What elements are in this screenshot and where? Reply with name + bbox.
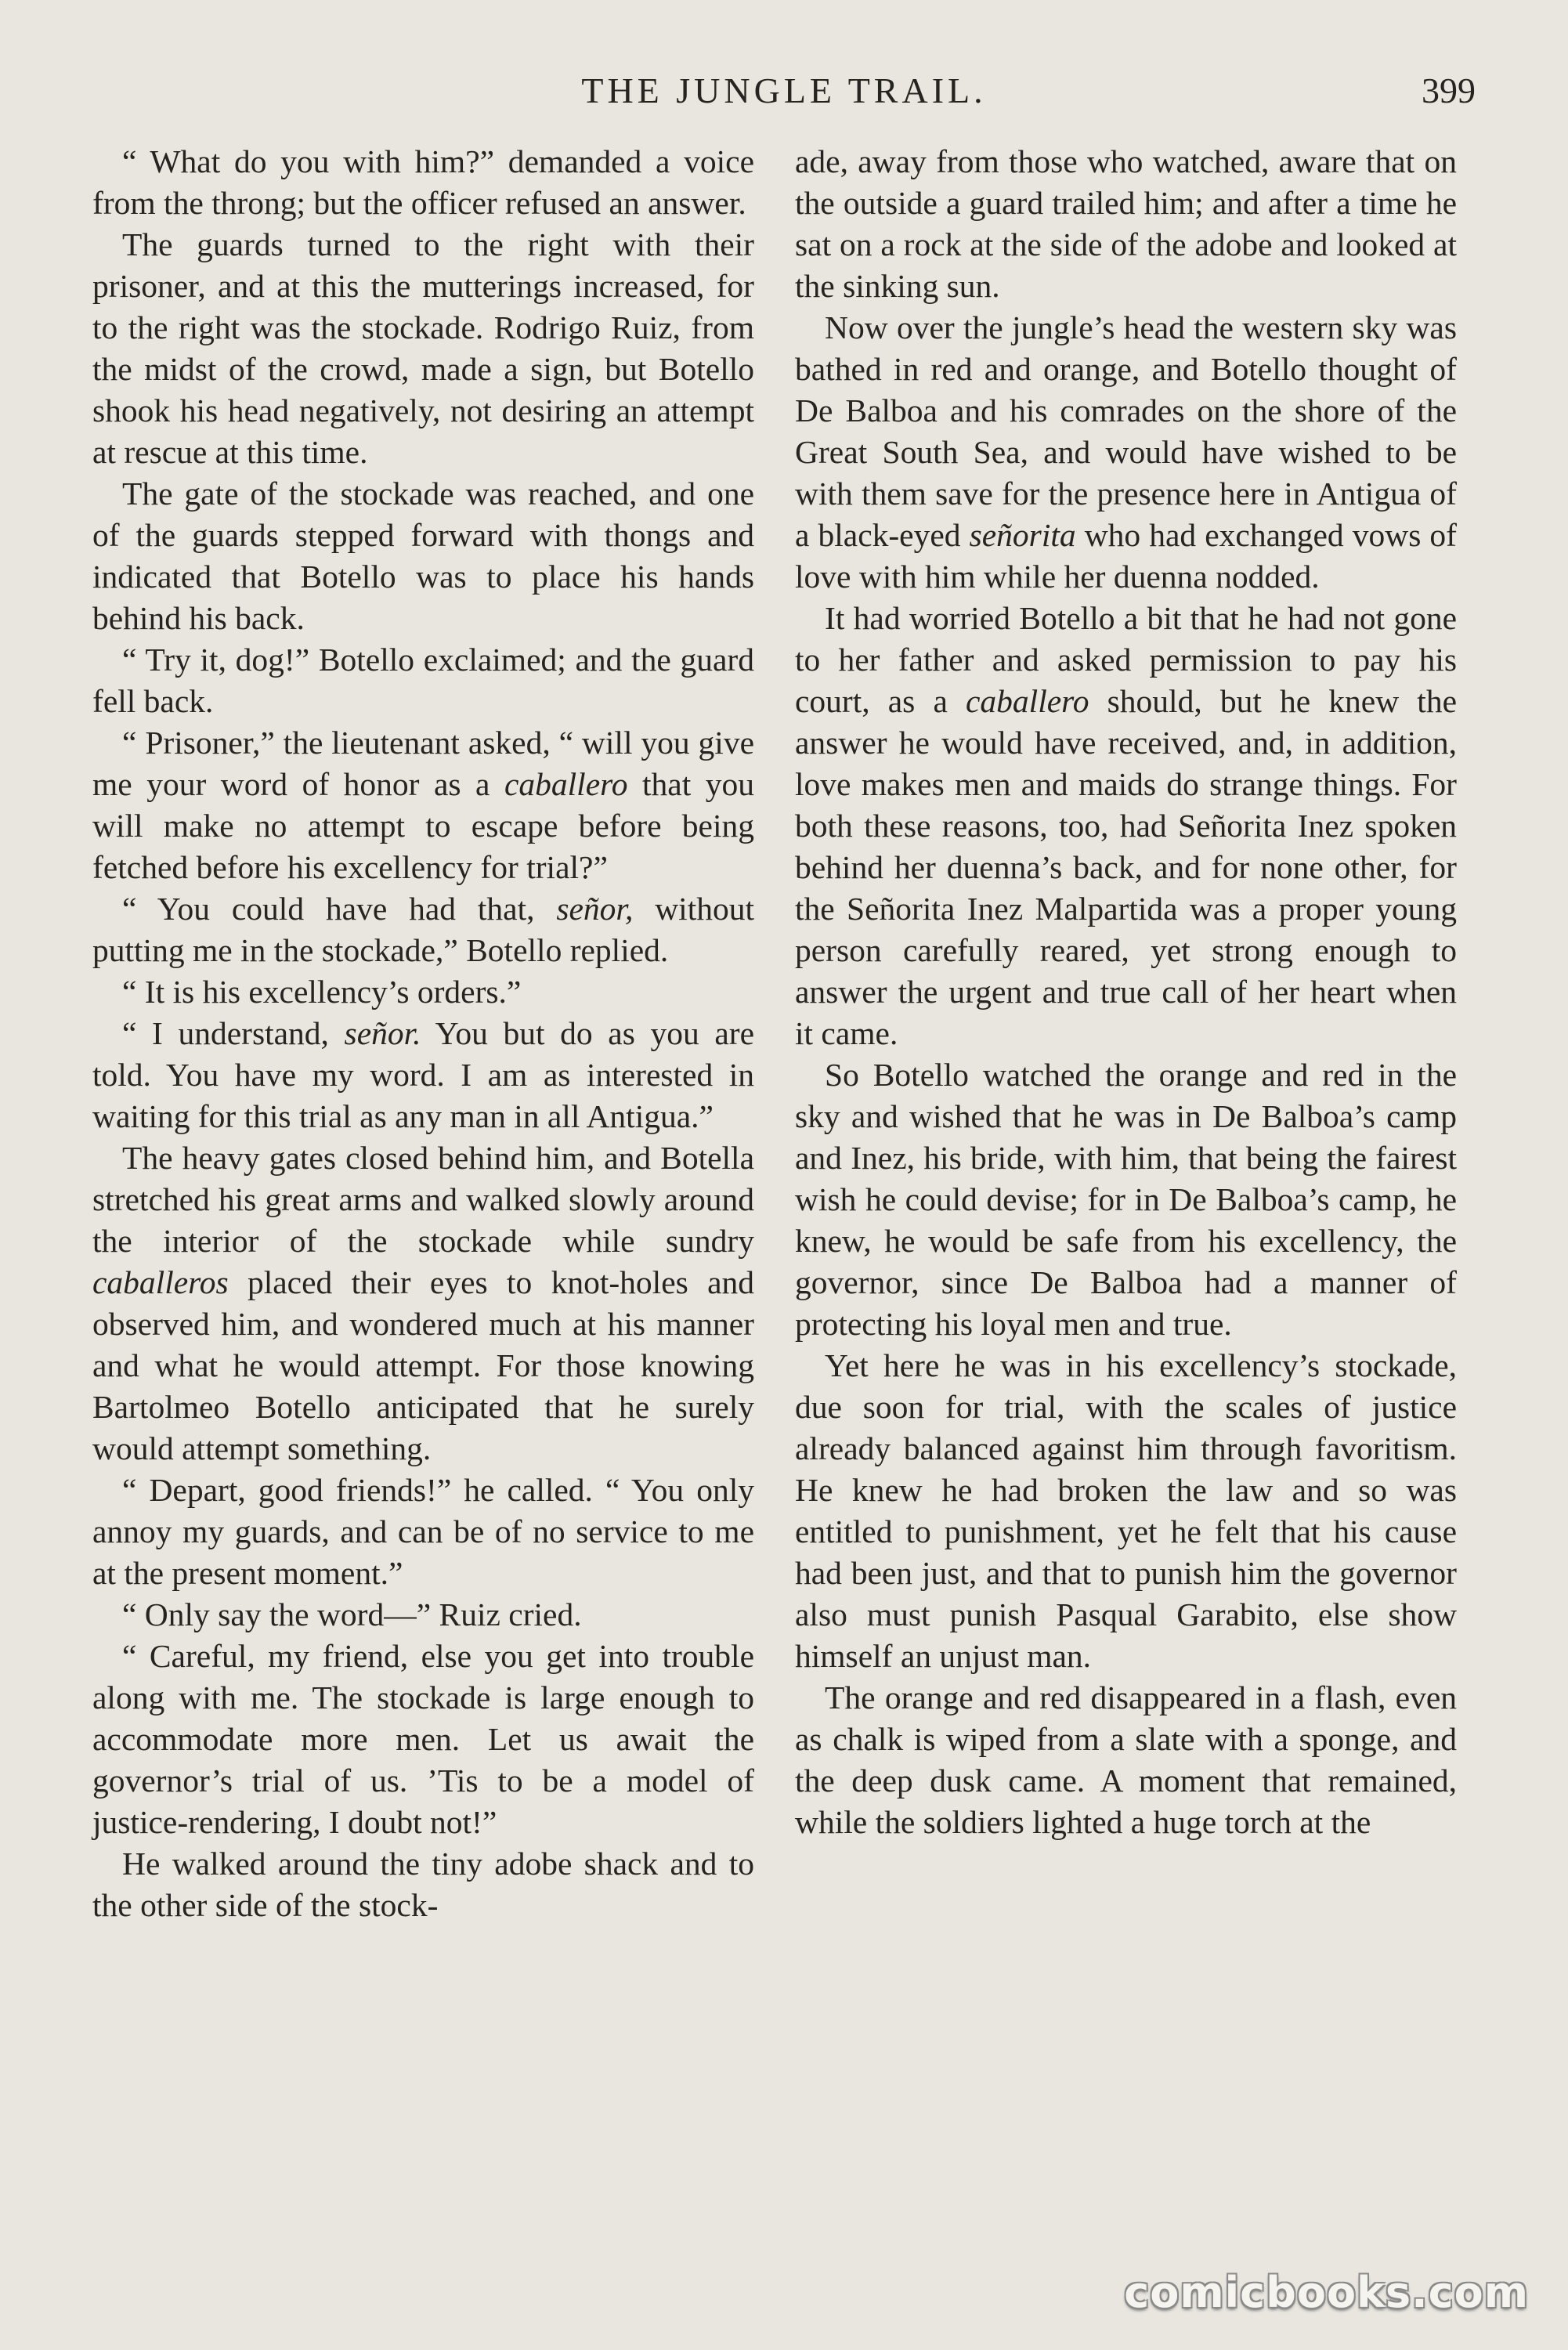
paragraph <box>795 1054 1457 1345</box>
paragraph <box>92 473 754 639</box>
text-run: The heavy gates closed behind him, and Botella stretched his great arms and walked slowly around the interior of the stockade while sundry <box>92 1140 754 1259</box>
text-run: “ I understand, <box>122 1015 345 1051</box>
paragraph <box>92 1843 754 1926</box>
paragraph <box>795 141 1457 307</box>
paragraph <box>92 639 754 722</box>
text-run: “ Careful, my friend, else you get into trouble along with me. The stockade is large enough to accommodate more men. Let us await the governor’s trial of us. ’Tis to be a model of justice-rendering, I doubt not!” <box>92 1638 754 1840</box>
right-column <box>795 141 1457 1843</box>
text-run: You but do as you are told. You have my word. I am as interested in waiting for this trial as any man in all Antigua.” <box>92 1015 754 1134</box>
text-run: placed their eyes to knot-holes and observed him, and wondered much at his manner and what he would attempt. For those knowing Bartolmeo Botello anticipated that he surely would attempt something. <box>92 1264 754 1466</box>
italic-word: caballero <box>966 683 1089 719</box>
text-run: “ Prisoner,” the lieutenant asked, “ will you give me your word of honor as a <box>92 725 754 802</box>
text-run: Now over the jungle’s head the western sky was bathed in red and orange, and Botello thought of De Balboa and his comrades on the shore of the Great South Sea, and would have wished to be with them save for the presence here in Antigua of a black-eyed <box>795 309 1457 553</box>
italic-word: señor, <box>556 891 634 927</box>
paragraph <box>795 1677 1457 1843</box>
text-run: should, but he knew the answer he would have received, and, in addition, love makes men and maids do strange things. For both these reasons, too, had Señorita Inez spoken behind her duenna’s back, and for none other, for the Señorita Inez Malpartida was a proper young person carefully reared, yet strong enough to answer the urgent and true call of her heart when it came. <box>795 683 1457 1051</box>
text-run: “ Only say the word—” Ruiz cried. <box>122 1596 582 1632</box>
page-header <box>0 67 1568 114</box>
text-run: who had exchanged vows of love with him while her duenna nodded. <box>795 517 1457 595</box>
left-column <box>92 141 754 1926</box>
italic-word: caballeros <box>92 1264 229 1300</box>
text-run: “ Depart, good friends!” he called. “ You only annoy my guards, and can be of no service to me at the present moment.” <box>92 1472 754 1591</box>
text-run: “ You could have had that, <box>122 891 557 927</box>
text-run: So Botello watched the orange and red in the sky and wished that he was in De Balboa’s camp and Inez, his bride, with him, that being the fairest wish he could devise; for in De Balboa’s camp, he knew, he would be safe from his excellency, the governor, since De Balboa had a manner of protecting his loyal men and true. <box>795 1057 1457 1342</box>
paragraph <box>92 141 754 224</box>
text-run: without putting me in the stockade,” Botello replied. <box>92 891 754 968</box>
paragraph <box>92 1470 754 1594</box>
watermark: comicbooks.com <box>1124 2268 1529 2317</box>
paragraph <box>92 1594 754 1636</box>
paragraph <box>92 971 754 1013</box>
italic-word: señorita <box>969 517 1076 553</box>
paragraph <box>795 598 1457 1054</box>
text-run: Yet here he was in his excellency’s stockade, due soon for trial, with the scales of justice already balanced against him through favoritism. He knew he had broken the law and so was entitled to punishment, yet he felt that his cause had been just, and that to punish him the governor also must punish Pasqual Garabito, else show himself an unjust man. <box>795 1347 1457 1674</box>
text-run: “ What do you with him?” demanded a voice from the throng; but the officer refused an answer. <box>92 143 754 221</box>
text-run: ade, away from those who watched, aware that on the outside a guard trailed him; and after a time he sat on a rock at the side of the adobe and looked at the sinking sun. <box>795 143 1457 304</box>
text-run: The guards turned to the right with their prisoner, and at this the mutterings increased, for to the right was the stockade. Rodrigo Ruiz, from the midst of the crowd, made a sign, but Botello shook his head negatively, not desiring an attempt at rescue at this time. <box>92 226 754 470</box>
running-title: THE JUNGLE TRAIL. <box>581 70 987 110</box>
italic-word: señor. <box>344 1015 421 1051</box>
text-run: The orange and red disappeared in a flash, even as chalk is wiped from a slate with a sponge, and the deep dusk came. A moment that remained, while the soldiers lighted a huge torch at the <box>795 1679 1457 1840</box>
paragraph <box>92 888 754 971</box>
paragraph <box>92 224 754 473</box>
paragraph <box>92 1137 754 1470</box>
italic-word: caballero <box>504 766 628 802</box>
paragraph <box>92 1013 754 1137</box>
text-run: “ Try it, dog!” Botello exclaimed; and the guard fell back. <box>92 642 754 719</box>
paragraph <box>795 307 1457 598</box>
text-run: The gate of the stockade was reached, and one of the guards stepped forward with thongs and indicated that Botello was to place his hands behind his back. <box>92 475 754 636</box>
paragraph <box>92 722 754 888</box>
text-run: It had worried Botello a bit that he had not gone to her father and asked permission to pay his court, as a <box>795 600 1457 719</box>
paragraph <box>795 1345 1457 1677</box>
text-run: He walked around the tiny adobe shack and to the other side of the stock- <box>92 1846 754 1923</box>
page-number: 399 <box>1422 70 1476 110</box>
text-run: that you will make no attempt to escape before being fetched before his excellency for trial?” <box>92 766 754 885</box>
text-run: “ It is his excellency’s orders.” <box>122 974 522 1010</box>
paragraph <box>92 1636 754 1843</box>
